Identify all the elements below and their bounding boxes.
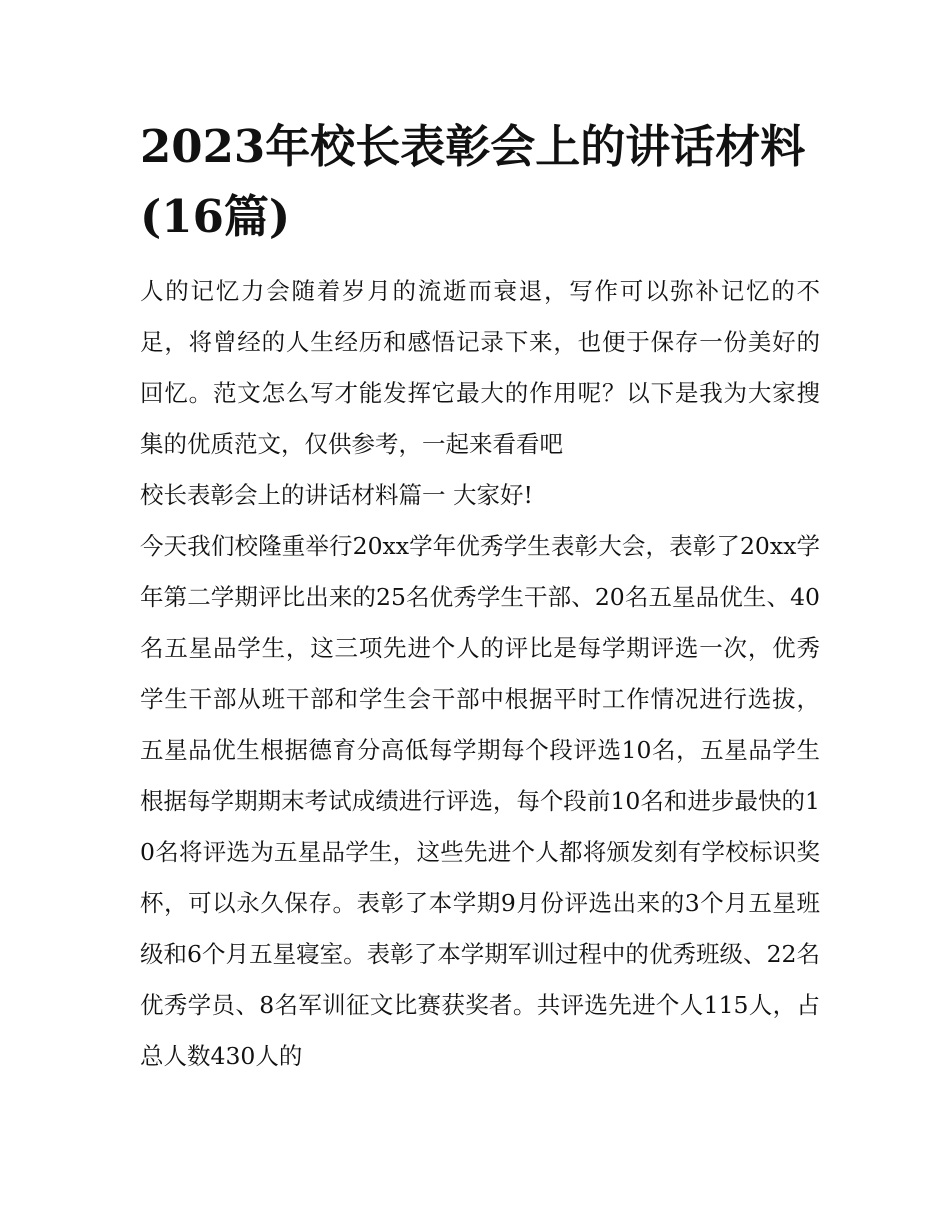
intro-paragraph: 人的记忆力会随着岁月的流逝而衰退，写作可以弥补记忆的不足，将曾经的人生经历和感悟记录下来，也便于保存一份美好的回忆。范文怎么写才能发挥它最大的作用呢？以下是我为大家搜集的优质范文，仅供参考，一起来看看吧: [140, 277, 820, 458]
document-body: [140, 266, 820, 1082]
speech-paragraph: 今天我们校隆重举行20xx学年优秀学生表彰大会，表彰了20xx学年第二学期评比出来的25名优秀学生干部、20名五星品优生、40名五星品学生，这三项先进个人的评比是每学期评选一次，优秀学生干部从班干部和学生会干部中根据平时工作情况进行选拔，五星品优生根据德育分高低每学期每个段评选10名，五星品学生根据每学期期末考试成绩进行评选，每个段前10名和进步最快的10名将评选为五星品学生，这些先进个人都将颁发刻有学校标识奖杯，可以永久保存。表彰了本学期9月份评选出来的3个月五星班级和6个月五星寝室。表彰了本学期军训过程中的优秀班级、22名优秀学员、8名军训征文比赛获奖者。共评选先进个人115人，占总人数430人的: [140, 532, 820, 1070]
section-heading-paragraph: 校长表彰会上的讲话材料篇一 大家好!: [140, 481, 533, 509]
document-page: [140, 112, 820, 1082]
document-title: 2023年校长表彰会上的讲话材料(16篇): [140, 120, 806, 243]
